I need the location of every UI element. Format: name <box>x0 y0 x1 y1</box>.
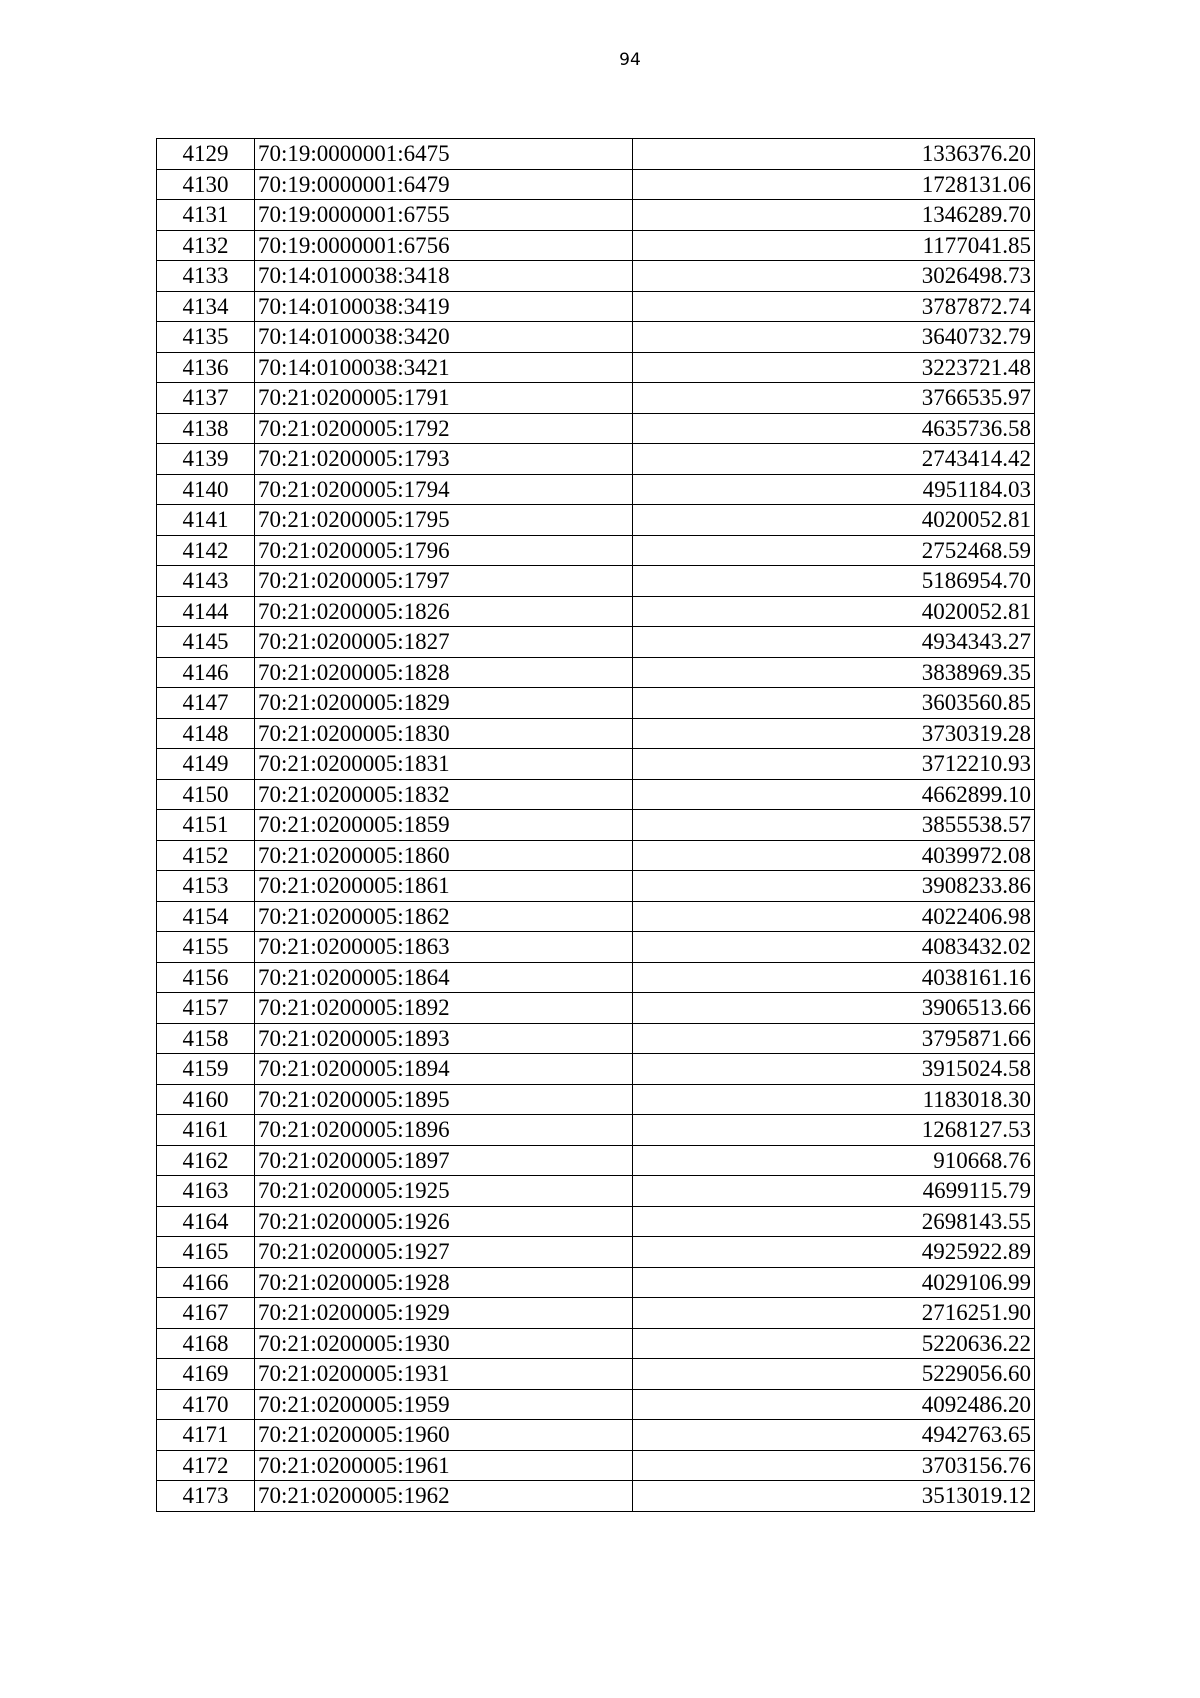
cadastral-value-cell: 4662899.10 <box>633 779 1035 810</box>
row-number-cell: 4164 <box>157 1206 255 1237</box>
cadastral-number-cell: 70:21:0200005:1894 <box>255 1054 633 1085</box>
row-number-cell: 4133 <box>157 261 255 292</box>
cadastral-value-cell: 4092486.20 <box>633 1389 1035 1420</box>
table-row <box>157 901 1035 932</box>
cadastral-value-cell: 3908233.86 <box>633 871 1035 902</box>
row-number-cell: 4159 <box>157 1054 255 1085</box>
row-number-cell: 4134 <box>157 291 255 322</box>
row-number-cell: 4158 <box>157 1023 255 1054</box>
row-number-cell: 4169 <box>157 1359 255 1390</box>
table-row <box>157 383 1035 414</box>
row-number-cell: 4163 <box>157 1176 255 1207</box>
table-row <box>157 718 1035 749</box>
cadastral-number-cell: 70:14:0100038:3420 <box>255 322 633 353</box>
cadastral-number-cell: 70:21:0200005:1827 <box>255 627 633 658</box>
table-row <box>157 596 1035 627</box>
table-row <box>157 871 1035 902</box>
row-number-cell: 4149 <box>157 749 255 780</box>
row-number-cell: 4142 <box>157 535 255 566</box>
cadastral-number-cell: 70:21:0200005:1792 <box>255 413 633 444</box>
table-row <box>157 169 1035 200</box>
page-number: 94 <box>619 50 641 70</box>
cadastral-value-cell: 5186954.70 <box>633 566 1035 597</box>
cadastral-value-cell: 1268127.53 <box>633 1115 1035 1146</box>
row-number-cell: 4166 <box>157 1267 255 1298</box>
row-number-cell: 4172 <box>157 1450 255 1481</box>
cadastral-value-cell: 2743414.42 <box>633 444 1035 475</box>
table-row <box>157 1267 1035 1298</box>
table-row <box>157 657 1035 688</box>
row-number-cell: 4136 <box>157 352 255 383</box>
row-number-cell: 4160 <box>157 1084 255 1115</box>
cadastral-number-cell: 70:21:0200005:1796 <box>255 535 633 566</box>
table-row <box>157 1420 1035 1451</box>
table-row <box>157 779 1035 810</box>
cadastral-number-cell: 70:14:0100038:3419 <box>255 291 633 322</box>
cadastral-value-cell: 4083432.02 <box>633 932 1035 963</box>
cadastral-number-cell: 70:14:0100038:3418 <box>255 261 633 292</box>
table-row <box>157 1298 1035 1329</box>
cadastral-value-cell: 3513019.12 <box>633 1481 1035 1512</box>
cadastral-value-cell: 4038161.16 <box>633 962 1035 993</box>
cadastral-number-cell: 70:19:0000001:6479 <box>255 169 633 200</box>
cadastral-value-cell: 1346289.70 <box>633 200 1035 231</box>
cadastral-value-cell: 4951184.03 <box>633 474 1035 505</box>
row-number-cell: 4148 <box>157 718 255 749</box>
row-number-cell: 4152 <box>157 840 255 871</box>
cadastral-number-cell: 70:21:0200005:1959 <box>255 1389 633 1420</box>
cadastral-value-cell: 1183018.30 <box>633 1084 1035 1115</box>
cadastral-number-cell: 70:19:0000001:6475 <box>255 139 633 170</box>
cadastral-number-cell: 70:21:0200005:1926 <box>255 1206 633 1237</box>
row-number-cell: 4161 <box>157 1115 255 1146</box>
cadastral-value-cell: 2716251.90 <box>633 1298 1035 1329</box>
cadastral-value-cell: 3223721.48 <box>633 352 1035 383</box>
table-row <box>157 1450 1035 1481</box>
table-row <box>157 688 1035 719</box>
cadastral-value-cell: 3730319.28 <box>633 718 1035 749</box>
cadastral-number-cell: 70:21:0200005:1895 <box>255 1084 633 1115</box>
cadastral-number-cell: 70:21:0200005:1832 <box>255 779 633 810</box>
row-number-cell: 4168 <box>157 1328 255 1359</box>
table-row <box>157 1481 1035 1512</box>
row-number-cell: 4131 <box>157 200 255 231</box>
row-number-cell: 4157 <box>157 993 255 1024</box>
cadastral-number-cell: 70:21:0200005:1931 <box>255 1359 633 1390</box>
cadastral-number-cell: 70:21:0200005:1962 <box>255 1481 633 1512</box>
table-row <box>157 230 1035 261</box>
cadastral-number-cell: 70:14:0100038:3421 <box>255 352 633 383</box>
cadastral-value-cell: 3026498.73 <box>633 261 1035 292</box>
cadastral-number-cell: 70:19:0000001:6756 <box>255 230 633 261</box>
cadastral-number-cell: 70:21:0200005:1826 <box>255 596 633 627</box>
row-number-cell: 4132 <box>157 230 255 261</box>
cadastral-value-cell: 1177041.85 <box>633 230 1035 261</box>
row-number-cell: 4145 <box>157 627 255 658</box>
table-row <box>157 962 1035 993</box>
row-number-cell: 4171 <box>157 1420 255 1451</box>
row-number-cell: 4173 <box>157 1481 255 1512</box>
cadastral-value-cell: 4029106.99 <box>633 1267 1035 1298</box>
table-row <box>157 840 1035 871</box>
cadastral-number-cell: 70:21:0200005:1863 <box>255 932 633 963</box>
table-row <box>157 932 1035 963</box>
row-number-cell: 4138 <box>157 413 255 444</box>
row-number-cell: 4129 <box>157 139 255 170</box>
row-number-cell: 4170 <box>157 1389 255 1420</box>
row-number-cell: 4165 <box>157 1237 255 1268</box>
table-row <box>157 139 1035 170</box>
table-row <box>157 1328 1035 1359</box>
cadastral-number-cell: 70:21:0200005:1860 <box>255 840 633 871</box>
table-row <box>157 810 1035 841</box>
cadastral-number-cell: 70:21:0200005:1793 <box>255 444 633 475</box>
cadastral-number-cell: 70:21:0200005:1925 <box>255 1176 633 1207</box>
cadastral-number-cell: 70:21:0200005:1893 <box>255 1023 633 1054</box>
cadastral-value-cell: 5229056.60 <box>633 1359 1035 1390</box>
row-number-cell: 4139 <box>157 444 255 475</box>
row-number-cell: 4141 <box>157 505 255 536</box>
cadastral-value-cell: 1728131.06 <box>633 169 1035 200</box>
cadastral-number-cell: 70:21:0200005:1864 <box>255 962 633 993</box>
cadastral-number-cell: 70:21:0200005:1831 <box>255 749 633 780</box>
row-number-cell: 4143 <box>157 566 255 597</box>
row-number-cell: 4154 <box>157 901 255 932</box>
cadastral-number-cell: 70:21:0200005:1794 <box>255 474 633 505</box>
cadastral-value-cell: 4635736.58 <box>633 413 1035 444</box>
cadastral-number-cell: 70:21:0200005:1861 <box>255 871 633 902</box>
cadastral-number-cell: 70:21:0200005:1929 <box>255 1298 633 1329</box>
cadastral-value-cell: 3795871.66 <box>633 1023 1035 1054</box>
cadastral-number-cell: 70:21:0200005:1829 <box>255 688 633 719</box>
cadastral-value-cell: 3703156.76 <box>633 1450 1035 1481</box>
row-number-cell: 4130 <box>157 169 255 200</box>
table-row <box>157 566 1035 597</box>
row-number-cell: 4156 <box>157 962 255 993</box>
cadastral-value-cell: 4934343.27 <box>633 627 1035 658</box>
row-number-cell: 4137 <box>157 383 255 414</box>
cadastral-value-cell: 4942763.65 <box>633 1420 1035 1451</box>
cadastral-value-cell: 3603560.85 <box>633 688 1035 719</box>
cadastral-value-cell: 3906513.66 <box>633 993 1035 1024</box>
table-row <box>157 261 1035 292</box>
cadastral-value-cell: 3766535.97 <box>633 383 1035 414</box>
table-row <box>157 993 1035 1024</box>
cadastral-number-cell: 70:19:0000001:6755 <box>255 200 633 231</box>
table-row <box>157 291 1035 322</box>
table-row <box>157 1023 1035 1054</box>
table-row <box>157 1359 1035 1390</box>
table-row <box>157 1054 1035 1085</box>
table-row <box>157 535 1035 566</box>
table-row <box>157 1145 1035 1176</box>
row-number-cell: 4147 <box>157 688 255 719</box>
cadastral-value-cell: 3712210.93 <box>633 749 1035 780</box>
row-number-cell: 4153 <box>157 871 255 902</box>
table-body <box>157 139 1035 1512</box>
cadastral-value-cell: 3915024.58 <box>633 1054 1035 1085</box>
table-row <box>157 1389 1035 1420</box>
cadastral-value-cell: 3787872.74 <box>633 291 1035 322</box>
table-row <box>157 474 1035 505</box>
table-row <box>157 1115 1035 1146</box>
cadastral-number-cell: 70:21:0200005:1892 <box>255 993 633 1024</box>
cadastral-value-cell: 2752468.59 <box>633 535 1035 566</box>
row-number-cell: 4135 <box>157 322 255 353</box>
cadastral-value-cell: 5220636.22 <box>633 1328 1035 1359</box>
table-row <box>157 444 1035 475</box>
cadastral-value-cell: 4039972.08 <box>633 840 1035 871</box>
row-number-cell: 4150 <box>157 779 255 810</box>
row-number-cell: 4151 <box>157 810 255 841</box>
table-row <box>157 322 1035 353</box>
row-number-cell: 4144 <box>157 596 255 627</box>
cadastral-number-cell: 70:21:0200005:1830 <box>255 718 633 749</box>
row-number-cell: 4167 <box>157 1298 255 1329</box>
cadastral-value-cell: 910668.76 <box>633 1145 1035 1176</box>
cadastral-number-cell: 70:21:0200005:1897 <box>255 1145 633 1176</box>
table-row <box>157 1237 1035 1268</box>
table-row <box>157 1176 1035 1207</box>
cadastral-value-cell: 3640732.79 <box>633 322 1035 353</box>
table-row <box>157 352 1035 383</box>
row-number-cell: 4146 <box>157 657 255 688</box>
table-row <box>157 1206 1035 1237</box>
cadastral-number-cell: 70:21:0200005:1930 <box>255 1328 633 1359</box>
cadastral-value-cell: 4020052.81 <box>633 505 1035 536</box>
row-number-cell: 4162 <box>157 1145 255 1176</box>
row-number-cell: 4155 <box>157 932 255 963</box>
cadastral-value-cell: 4022406.98 <box>633 901 1035 932</box>
cadastral-number-cell: 70:21:0200005:1927 <box>255 1237 633 1268</box>
cadastral-value-cell: 1336376.20 <box>633 139 1035 170</box>
cadastral-number-cell: 70:21:0200005:1896 <box>255 1115 633 1146</box>
cadastral-number-cell: 70:21:0200005:1961 <box>255 1450 633 1481</box>
row-number-cell: 4140 <box>157 474 255 505</box>
cadastral-value-table <box>156 138 1035 1512</box>
cadastral-number-cell: 70:21:0200005:1797 <box>255 566 633 597</box>
cadastral-number-cell: 70:21:0200005:1862 <box>255 901 633 932</box>
cadastral-number-cell: 70:21:0200005:1795 <box>255 505 633 536</box>
table-row <box>157 627 1035 658</box>
cadastral-number-cell: 70:21:0200005:1828 <box>255 657 633 688</box>
table-row <box>157 200 1035 231</box>
cadastral-value-cell: 2698143.55 <box>633 1206 1035 1237</box>
cadastral-value-cell: 4020052.81 <box>633 596 1035 627</box>
table-row <box>157 749 1035 780</box>
table-row <box>157 505 1035 536</box>
table-row <box>157 413 1035 444</box>
cadastral-value-cell: 3838969.35 <box>633 657 1035 688</box>
table-row <box>157 1084 1035 1115</box>
cadastral-number-cell: 70:21:0200005:1859 <box>255 810 633 841</box>
cadastral-number-cell: 70:21:0200005:1791 <box>255 383 633 414</box>
cadastral-value-cell: 3855538.57 <box>633 810 1035 841</box>
cadastral-number-cell: 70:21:0200005:1960 <box>255 1420 633 1451</box>
cadastral-value-cell: 4699115.79 <box>633 1176 1035 1207</box>
cadastral-value-cell: 4925922.89 <box>633 1237 1035 1268</box>
cadastral-number-cell: 70:21:0200005:1928 <box>255 1267 633 1298</box>
